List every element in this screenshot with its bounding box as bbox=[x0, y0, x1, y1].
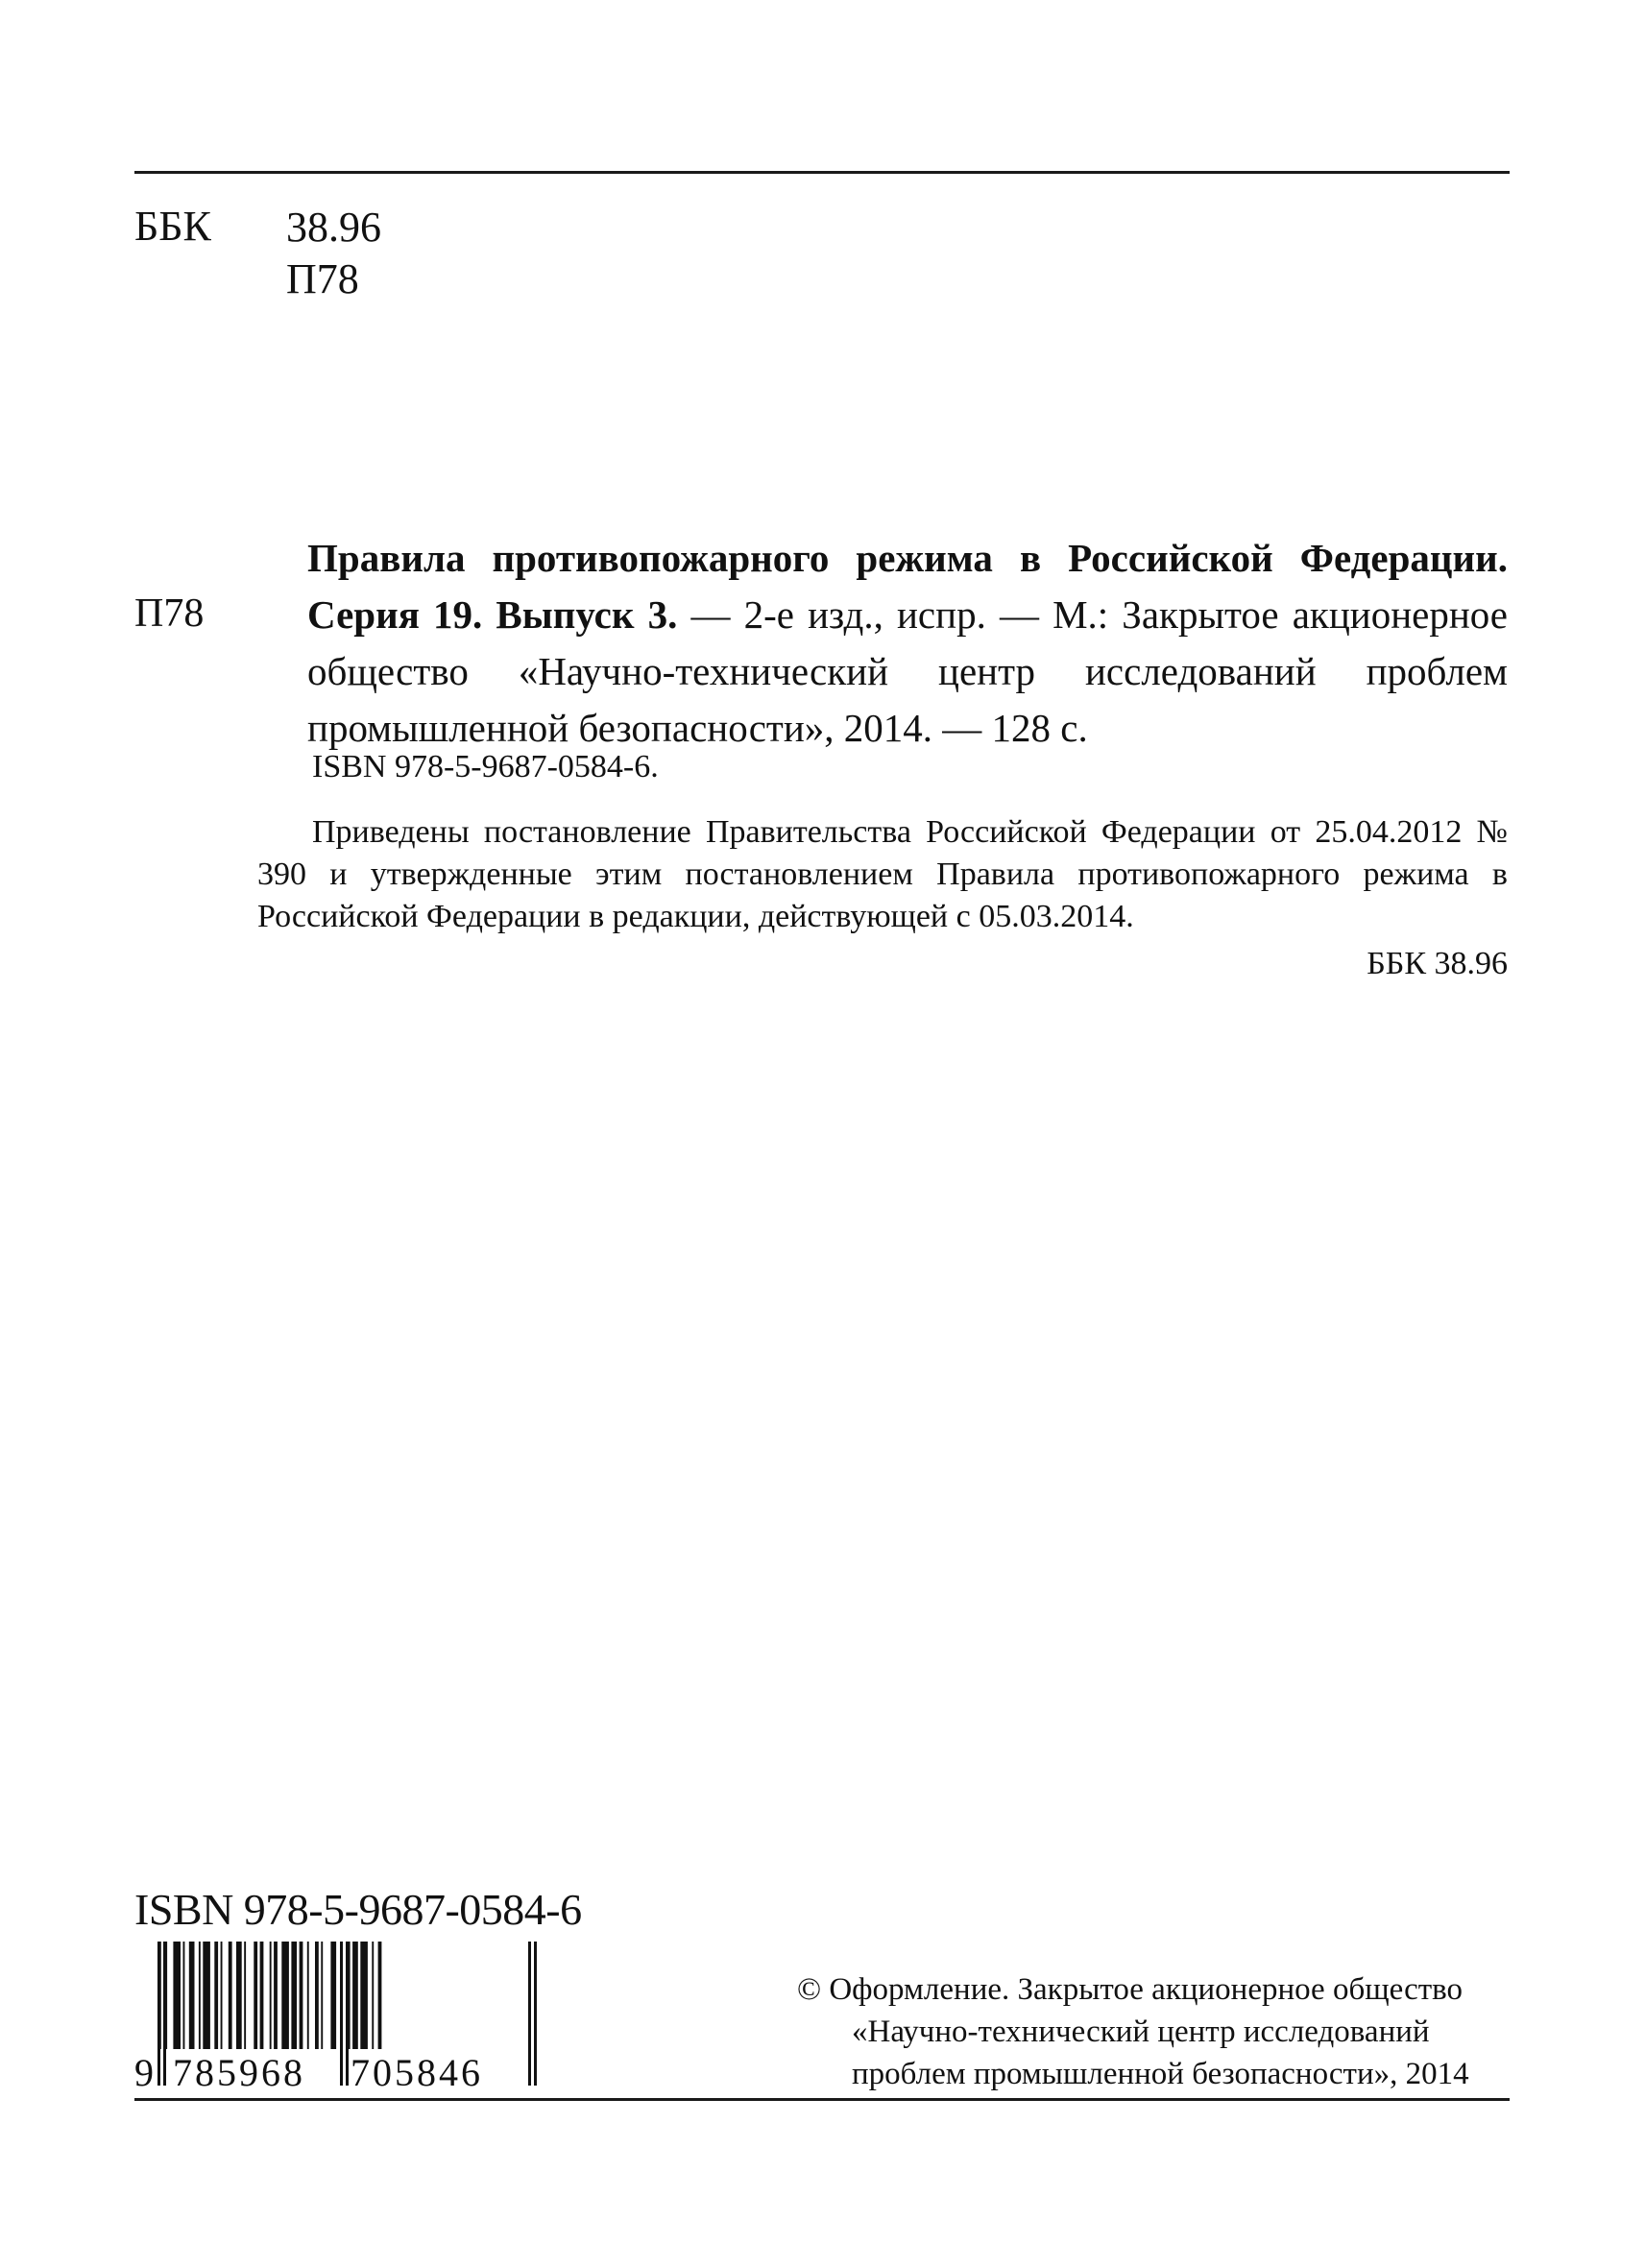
barcode-bar bbox=[281, 1942, 289, 2049]
top-rule bbox=[134, 171, 1510, 174]
copyright-line-2: «Научно-технический центр исследований bbox=[852, 2015, 1430, 2049]
barcode-bar bbox=[203, 1942, 210, 2049]
barcode-bar bbox=[183, 1942, 185, 2049]
bbk-codes bbox=[286, 202, 381, 305]
barcode-digit-first: 9 bbox=[134, 2051, 154, 2089]
barcode-digits-right: 705846 bbox=[351, 2051, 483, 2089]
copyright-line-1: © Оформление. Закрытое акционерное общество bbox=[797, 1972, 1464, 2007]
barcode-bar bbox=[221, 1942, 223, 2049]
barcode-bar bbox=[173, 1942, 181, 2049]
barcode-bar bbox=[372, 1942, 374, 2049]
barcode-bar bbox=[360, 1942, 368, 2049]
barcode-bar bbox=[260, 1942, 264, 2049]
barcode-bar bbox=[274, 1942, 278, 2049]
copyright-line-3: проблем промышленной безопасности», 2014 bbox=[852, 2057, 1469, 2091]
barcode-bar bbox=[330, 1942, 336, 2049]
book-title: Правила противопожарного режима в Российской Федерации. Серия 19. Выпуск 3. bbox=[307, 536, 1508, 637]
isbn-line: ISBN 978-5-9687-0584-6. bbox=[312, 749, 659, 784]
barcode-bar bbox=[189, 1942, 195, 2049]
barcode-bar bbox=[352, 1942, 358, 2049]
barcode-bar bbox=[214, 1942, 218, 2049]
barcode-bar bbox=[236, 1942, 242, 2049]
copyright-notice bbox=[797, 1968, 1510, 2095]
barcode-guard-bar bbox=[534, 1942, 537, 2086]
bbk-code: 38.96 bbox=[286, 204, 381, 251]
publication-details: — 2-е изд., испр. — М.: Закрытое акционерное общество «Научно-технический центр исследований проблем промышленной безопасности», 2014. — 128 с. bbox=[307, 592, 1508, 750]
bbk-right: ББК 38.96 bbox=[1367, 946, 1508, 981]
barcode-guard-bar bbox=[528, 1942, 531, 2086]
barcode-bar bbox=[315, 1942, 319, 2049]
bottom-rule bbox=[134, 2098, 1510, 2101]
author-code: П78 bbox=[286, 255, 359, 302]
barcode-guard-bar bbox=[163, 1942, 166, 2086]
barcode-bar bbox=[270, 1942, 272, 2049]
barcode-bar bbox=[321, 1942, 323, 2049]
barcode-bar bbox=[307, 1942, 309, 2049]
barcode-bar bbox=[229, 1942, 232, 2049]
barcode-isbn: ISBN 978-5-9687-0584-6 bbox=[134, 1885, 582, 1934]
barcode-bar bbox=[244, 1942, 246, 2049]
bbk-label: ББК bbox=[134, 203, 211, 250]
barcode-bar bbox=[378, 1942, 382, 2049]
barcode-bar bbox=[199, 1942, 201, 2049]
barcode-guard-bar bbox=[346, 1942, 349, 2086]
barcode-bar bbox=[291, 1942, 297, 2049]
barcode-guard-bar bbox=[340, 1942, 343, 2086]
barcode-guard-bar bbox=[157, 1942, 160, 2086]
barcode-bar bbox=[300, 1942, 303, 2049]
barcode-digits-left: 785968 bbox=[173, 2051, 305, 2089]
barcode-bar bbox=[254, 1942, 257, 2049]
author-mark: П78 bbox=[134, 591, 205, 636]
catalog-entry bbox=[307, 530, 1508, 757]
barcode bbox=[134, 1942, 538, 2089]
annotation: Приведены постановление Правительства Российской Федерации от 25.04.2012 № 390 и утвержденные этим постановлением Правила противопожарного режима в Российской Федерации в редакции, действующей с 05.03.2014. bbox=[257, 814, 1508, 934]
